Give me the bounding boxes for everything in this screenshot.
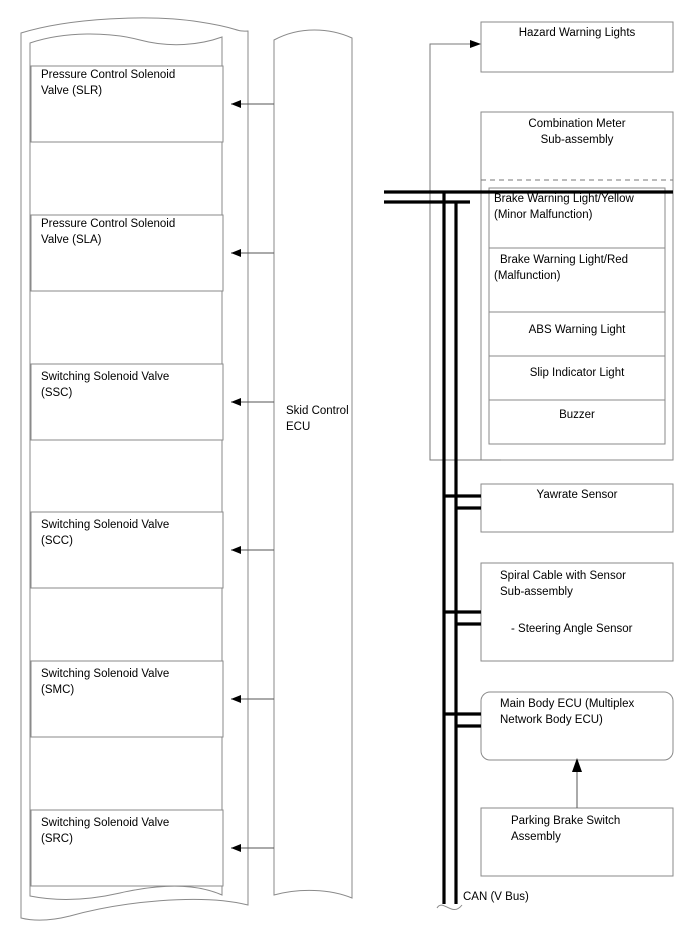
label-slr-line1: Pressure Control Solenoid [41,69,176,81]
ecu-to-solenoid-connectors [231,100,274,852]
left-inner-column [30,34,222,899]
label-slr-line2: Valve (SLR) [41,85,103,97]
label-brake-red-line1: Brake Warning Light/Red [500,254,629,266]
label-yawrate-sensor: Yawrate Sensor [536,489,618,501]
label-spiral-cable-line1: Spiral Cable with Sensor [500,570,626,582]
label-src-line1: Switching Solenoid Valve [41,817,170,829]
label-scc-line1: Switching Solenoid Valve [41,519,170,531]
label-ssc-line1: Switching Solenoid Valve [41,371,170,383]
label-scc-line2: (SCC) [41,535,73,547]
skid-control-ecu-label [286,405,349,433]
label-parking-brake-line1: Parking Brake Switch [511,815,621,827]
label-spiral-cable-line2: Sub-assembly [500,586,573,598]
box-buzzer[interactable] [489,400,665,444]
left-outer-frame [21,18,248,920]
label-combination-meter-line1: Combination Meter [528,118,626,130]
label-hazard-warning-lights: Hazard Warning Lights [518,27,636,39]
skid-control-ecu-column[interactable] [274,30,352,898]
label-combination-meter-line2: Sub-assembly [540,134,614,146]
label-parking-brake-line2: Assembly [511,831,561,843]
label-main-body-ecu-line1: Main Body ECU (Multiplex [500,698,635,710]
label-ssc-line2: (SSC) [41,387,73,399]
can-bus-break [437,905,462,910]
label-abs-warning-light: ABS Warning Light [528,324,626,336]
label-sla-line2: Valve (SLA) [41,234,102,246]
label-sla-line1: Pressure Control Solenoid [41,218,176,230]
label-brake-yellow-line1: Brake Warning Light/Yellow [494,193,634,205]
left-component-boxes [31,66,223,886]
label-ecu-line2: ECU [286,421,311,433]
label-slip-indicator-light: Slip Indicator Light [529,367,625,379]
label-src-line2: (SRC) [41,833,73,845]
label-steering-angle-sensor: - Steering Angle Sensor [511,623,633,635]
label-ecu-line1: Skid Control [286,405,349,417]
meter-indicator-boxes [489,188,665,444]
label-can-bus: CAN (V Bus) [463,891,529,903]
right-component-boxes [481,22,673,876]
label-smc-line1: Switching Solenoid Valve [41,668,170,680]
label-buzzer: Buzzer [559,409,595,421]
label-main-body-ecu-line2: Network Body ECU) [500,714,603,726]
label-brake-red-line2: (Malfunction) [494,270,561,282]
parking-brake-to-mainbody-connector [572,758,582,808]
label-brake-yellow-line2: (Minor Malfunction) [494,209,593,221]
label-smc-line2: (SMC) [41,684,75,696]
